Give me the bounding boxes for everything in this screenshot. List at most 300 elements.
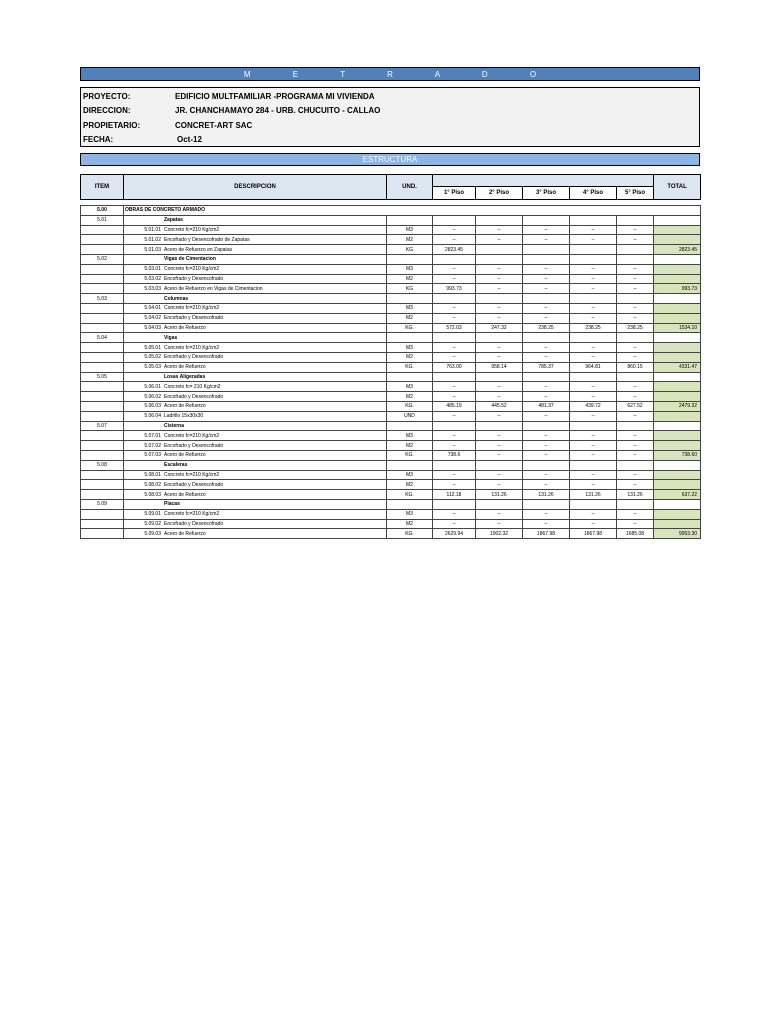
row-spacer (81, 490, 124, 500)
empty-cell (617, 333, 654, 343)
floor-value-3: – (523, 392, 570, 402)
floor-value-4: – (570, 392, 617, 402)
table-row (81, 490, 701, 500)
row-total: 2823.45 (654, 245, 701, 255)
row-total (654, 382, 701, 392)
empty-cell (433, 215, 476, 225)
metrado-table (80, 205, 701, 539)
row-unit: M3 (387, 343, 433, 353)
row-description (124, 490, 387, 500)
row-description (124, 284, 387, 294)
empty-cell (654, 294, 701, 304)
floor-value-5: 238.25 (617, 323, 654, 333)
floor-value-2: 1902.32 (476, 529, 523, 539)
empty-cell (387, 372, 433, 382)
group-item: 5.04 (81, 333, 124, 343)
row-text: Encofrado y Desencofrado (164, 520, 224, 527)
table-row (81, 294, 701, 304)
row-total (654, 411, 701, 421)
floor-value-4: 439.72 (570, 401, 617, 411)
row-spacer (81, 431, 124, 441)
row-total (654, 235, 701, 245)
table-row (81, 509, 701, 519)
floor-value-4: – (570, 343, 617, 353)
floor-value-4: – (570, 313, 617, 323)
group-name: Vigas (124, 333, 387, 343)
floor-value-3: – (523, 450, 570, 460)
empty-cell (570, 215, 617, 225)
floor-value-4: – (570, 450, 617, 460)
floor-value-5: – (617, 411, 654, 421)
empty-cell (523, 460, 570, 470)
table-row (81, 441, 701, 451)
group-name: Columnas (124, 294, 387, 304)
table-row (81, 343, 701, 353)
empty-cell (523, 254, 570, 264)
floor-value-3: – (523, 519, 570, 529)
empty-cell (433, 421, 476, 431)
header-total: TOTAL (654, 175, 701, 200)
empty-cell (570, 421, 617, 431)
floor-value-5: – (617, 264, 654, 274)
row-description (124, 411, 387, 421)
row-description (124, 313, 387, 323)
floor-value-2: – (476, 313, 523, 323)
empty-cell (387, 333, 433, 343)
empty-cell (617, 254, 654, 264)
row-text: Encofrado y Desencofrado (164, 393, 224, 400)
empty-cell (523, 421, 570, 431)
row-spacer (81, 313, 124, 323)
row-unit: M3 (387, 509, 433, 519)
row-code: 5.03.03 (144, 285, 161, 292)
table-row (81, 303, 701, 313)
floor-value-1: – (433, 411, 476, 421)
row-text: Concreto fc=210 Kg/cm2 (164, 432, 220, 439)
row-code: 5.04.03 (144, 324, 161, 331)
row-text: Encofrado y Desencofrado (164, 481, 224, 488)
group-item: 5.07 (81, 421, 124, 431)
floor-value-1: – (433, 509, 476, 519)
header-item: ITEM (81, 175, 124, 200)
row-total (654, 303, 701, 313)
row-code: 5.09.03 (144, 530, 161, 537)
floor-value-1: 485.19 (433, 401, 476, 411)
header-floor-4: 4° Piso (570, 186, 617, 199)
row-description (124, 509, 387, 519)
propietario-label: PROPIETARIO: (83, 120, 141, 130)
row-total (654, 470, 701, 480)
empty-cell (570, 294, 617, 304)
floor-value-4: – (570, 470, 617, 480)
group-name: Escaleras (124, 460, 387, 470)
row-total: 738.60 (654, 450, 701, 460)
empty-cell (476, 333, 523, 343)
row-spacer (81, 352, 124, 362)
floor-value-5: 627.52 (617, 401, 654, 411)
group-item: 5.01 (81, 215, 124, 225)
floor-value-4: – (570, 284, 617, 294)
project-info-panel (80, 87, 700, 147)
row-unit: M2 (387, 441, 433, 451)
floor-value-4 (570, 245, 617, 255)
row-spacer (81, 401, 124, 411)
floor-value-1: – (433, 392, 476, 402)
row-text: Encofrado y Desencofrado (164, 315, 224, 322)
row-spacer (81, 470, 124, 480)
floor-value-3: – (523, 431, 570, 441)
floor-value-2: – (476, 352, 523, 362)
proyecto-row (83, 89, 375, 103)
floor-value-2: – (476, 274, 523, 284)
row-description (124, 392, 387, 402)
empty-cell (433, 294, 476, 304)
row-total (654, 225, 701, 235)
floor-value-1: – (433, 343, 476, 353)
row-text: Acero de Refuerzo (164, 403, 206, 410)
row-spacer (81, 225, 124, 235)
row-total (654, 431, 701, 441)
row-description (124, 470, 387, 480)
table-row (81, 480, 701, 490)
row-unit: M2 (387, 352, 433, 362)
empty-cell (570, 499, 617, 509)
empty-cell (654, 421, 701, 431)
table-row (81, 264, 701, 274)
empty-cell (617, 499, 654, 509)
row-code: 5.07.01 (144, 432, 161, 439)
table-row (81, 245, 701, 255)
floor-value-1: – (433, 352, 476, 362)
row-unit: KG. (387, 401, 433, 411)
group-item: 5.08 (81, 460, 124, 470)
row-code: 5.06.03 (144, 403, 161, 410)
row-description (124, 274, 387, 284)
row-code: 5.01.02 (144, 236, 161, 243)
fecha-label: FECHA: (83, 134, 114, 144)
row-text: Acero de Refuerzo (164, 491, 206, 498)
row-text: Encofrado y Desencofrado (164, 275, 224, 282)
row-unit: KG. (387, 362, 433, 372)
floor-value-4: – (570, 441, 617, 451)
row-description (124, 431, 387, 441)
row-description (124, 235, 387, 245)
row-unit: KG (387, 245, 433, 255)
header-floor-1: 1° Piso (433, 186, 476, 199)
table-row (81, 460, 701, 470)
row-total (654, 441, 701, 451)
row-text: Encofrado y Desencofrado (164, 442, 224, 449)
floor-value-1: – (433, 441, 476, 451)
row-unit: M3 (387, 264, 433, 274)
row-spacer (81, 343, 124, 353)
empty-cell (476, 294, 523, 304)
empty-cell (523, 333, 570, 343)
row-description (124, 441, 387, 451)
propietario-value: CONCRET-ART SAC (175, 120, 253, 130)
floor-value-5: – (617, 431, 654, 441)
row-description (124, 450, 387, 460)
table-row (81, 529, 701, 539)
empty-cell (387, 254, 433, 264)
floor-value-2: – (476, 264, 523, 274)
header-floors-group (433, 175, 654, 187)
group-item: 5.05 (81, 372, 124, 382)
row-code: 5.03.01 (144, 266, 161, 273)
empty-cell (476, 460, 523, 470)
header-descripcion: DESCRIPCION (124, 175, 387, 200)
floor-value-1: 2823.45 (433, 245, 476, 255)
empty-cell (433, 372, 476, 382)
table-row (81, 431, 701, 441)
empty-cell (654, 333, 701, 343)
floor-value-2: – (476, 480, 523, 490)
row-text: Acero de Refuerzo en Vigas de Cimentacion (164, 285, 263, 292)
table-row (81, 450, 701, 460)
empty-cell (654, 499, 701, 509)
empty-cell (433, 499, 476, 509)
floor-value-5: – (617, 470, 654, 480)
banner-title: M E T R A D O (243, 69, 557, 79)
table-row (81, 421, 701, 431)
floor-value-3 (523, 245, 570, 255)
empty-cell (523, 294, 570, 304)
floor-value-5: – (617, 303, 654, 313)
floor-value-1: 2629.94 (433, 529, 476, 539)
floor-value-5: – (617, 284, 654, 294)
empty-cell (476, 215, 523, 225)
floor-value-5: – (617, 352, 654, 362)
floor-value-4: – (570, 431, 617, 441)
empty-cell (523, 215, 570, 225)
floor-value-2: – (476, 392, 523, 402)
floor-value-3: – (523, 313, 570, 323)
row-unit: KG. (387, 323, 433, 333)
row-spacer (81, 303, 124, 313)
empty-cell (476, 372, 523, 382)
floor-value-2: – (476, 225, 523, 235)
floor-value-4: 1867.98 (570, 529, 617, 539)
row-text: Concreto fc=210 Kg/cm2 (164, 511, 220, 518)
floor-value-3: – (523, 509, 570, 519)
floor-value-5: 860.15 (617, 362, 654, 372)
floor-value-1: – (433, 382, 476, 392)
floor-value-2: – (476, 284, 523, 294)
row-total: 4331.47 (654, 362, 701, 372)
floor-value-4: 238.25 (570, 323, 617, 333)
floor-value-1: – (433, 303, 476, 313)
empty-cell (433, 333, 476, 343)
floor-value-1: – (433, 313, 476, 323)
floor-value-2: – (476, 303, 523, 313)
row-code: 5.05.01 (144, 344, 161, 351)
row-unit: M3 (387, 382, 433, 392)
floor-value-5: – (617, 235, 654, 245)
row-code: 5.06.04 (144, 413, 161, 420)
direccion-value: JR. CHANCHAMAYO 284 - URB. CHUCUITO - CALLAO (175, 105, 381, 115)
table-row (81, 284, 701, 294)
floor-value-5: – (617, 313, 654, 323)
row-code: 5.08.02 (144, 481, 161, 488)
floor-value-1: 763.00 (433, 362, 476, 372)
floor-value-2: – (476, 519, 523, 529)
row-total: 1534.10 (654, 323, 701, 333)
floor-value-4: – (570, 509, 617, 519)
row-spacer (81, 392, 124, 402)
floor-value-2: – (476, 470, 523, 480)
section-title: ESTRUCTURA (80, 153, 700, 166)
row-spacer (81, 509, 124, 519)
row-description (124, 362, 387, 372)
floor-value-4: – (570, 235, 617, 245)
group-name: Vigas de Cimentacion (124, 254, 387, 264)
row-total: 637.22 (654, 490, 701, 500)
floor-value-2: – (476, 411, 523, 421)
floor-value-3: – (523, 441, 570, 451)
floor-value-3: 785.37 (523, 362, 570, 372)
empty-cell (654, 215, 701, 225)
row-code: 5.03.02 (144, 275, 161, 282)
floor-value-4: – (570, 225, 617, 235)
row-unit: M3 (387, 303, 433, 313)
row-code: 5.06.01 (144, 383, 161, 390)
row-description (124, 343, 387, 353)
floor-value-1: 738.6 (433, 450, 476, 460)
table-row (81, 382, 701, 392)
row-description (124, 264, 387, 274)
floor-value-2: 131.26 (476, 490, 523, 500)
floor-value-3: – (523, 274, 570, 284)
group-name: Losas Aligeradas (124, 372, 387, 382)
row-total (654, 480, 701, 490)
proyecto-value: EDIFICIO MULTFAMILIAR -PROGRAMA MI VIVIENDA (175, 91, 375, 101)
row-spacer (81, 529, 124, 539)
floor-value-4: – (570, 519, 617, 529)
row-code: 5.05.02 (144, 354, 161, 361)
row-description (124, 323, 387, 333)
floor-value-2: – (476, 450, 523, 460)
group-name: Cisterna (124, 421, 387, 431)
row-total: 9953.30 (654, 529, 701, 539)
empty-cell (387, 499, 433, 509)
floor-value-1: – (433, 264, 476, 274)
floor-value-2: – (476, 431, 523, 441)
floor-value-3: – (523, 382, 570, 392)
empty-cell (617, 294, 654, 304)
floor-value-1: – (433, 235, 476, 245)
floor-value-1: 572.03 (433, 323, 476, 333)
table-row (81, 206, 701, 216)
row-unit: M2 (387, 274, 433, 284)
group-item: 5.03 (81, 294, 124, 304)
floor-value-4: 964.81 (570, 362, 617, 372)
floor-value-4: – (570, 352, 617, 362)
floor-value-5: – (617, 274, 654, 284)
floor-value-4: – (570, 274, 617, 284)
row-code: 5.08.01 (144, 471, 161, 478)
row-code: 5.07.03 (144, 452, 161, 459)
metrado-sheet (80, 67, 700, 539)
row-spacer (81, 284, 124, 294)
row-total (654, 352, 701, 362)
floor-value-1: – (433, 431, 476, 441)
floor-value-1: – (433, 274, 476, 284)
floor-value-4: – (570, 382, 617, 392)
floor-value-3: – (523, 411, 570, 421)
floor-value-1: – (433, 519, 476, 529)
table-row (81, 372, 701, 382)
empty-cell (523, 372, 570, 382)
floor-value-3: – (523, 225, 570, 235)
row-code: 5.07.02 (144, 442, 161, 449)
row-text: Concreto fc=210 Kg/cm2 (164, 266, 220, 273)
row-description (124, 529, 387, 539)
row-total (654, 274, 701, 284)
propietario-row (83, 118, 252, 132)
empty-cell (523, 499, 570, 509)
row-description (124, 401, 387, 411)
floor-value-3: 481.37 (523, 401, 570, 411)
floor-value-5 (617, 245, 654, 255)
row-total (654, 343, 701, 353)
floor-value-2: 247.32 (476, 323, 523, 333)
row-code: 5.06.02 (144, 393, 161, 400)
floor-value-4: – (570, 411, 617, 421)
empty-cell (654, 372, 701, 382)
empty-cell (617, 215, 654, 225)
floor-value-2: – (476, 382, 523, 392)
empty-cell (476, 421, 523, 431)
row-unit: KG (387, 284, 433, 294)
row-unit: M2 (387, 519, 433, 529)
empty-cell (570, 460, 617, 470)
metrado-banner (80, 67, 700, 81)
row-code: 5.04.02 (144, 315, 161, 322)
row-description (124, 225, 387, 235)
floor-value-5: – (617, 519, 654, 529)
floor-value-4: – (570, 264, 617, 274)
table-row (81, 313, 701, 323)
header-floor-2: 2° Piso (476, 186, 523, 199)
floor-value-3: 131.26 (523, 490, 570, 500)
row-text: Ladrillo 15x30x30 (164, 413, 204, 420)
fecha-row (83, 132, 202, 146)
floor-value-2 (476, 245, 523, 255)
empty-cell (654, 460, 701, 470)
row-code: 5.01.01 (144, 226, 161, 233)
row-spacer (81, 441, 124, 451)
row-code: 5.04.01 (144, 305, 161, 312)
table-row (81, 401, 701, 411)
floor-value-2: – (476, 441, 523, 451)
empty-cell (617, 421, 654, 431)
floor-value-5: – (617, 382, 654, 392)
empty-cell (654, 254, 701, 264)
row-unit: M2 (387, 392, 433, 402)
empty-cell (476, 254, 523, 264)
row-description (124, 352, 387, 362)
row-unit: M3 (387, 470, 433, 480)
row-total (654, 313, 701, 323)
floor-value-2: – (476, 343, 523, 353)
floor-value-4: 131.26 (570, 490, 617, 500)
floor-value-2: 445.52 (476, 401, 523, 411)
floor-value-3: – (523, 352, 570, 362)
group-item: 5.09 (81, 499, 124, 509)
floor-value-5: – (617, 509, 654, 519)
row-unit: KG. (387, 450, 433, 460)
floor-value-1: – (433, 480, 476, 490)
